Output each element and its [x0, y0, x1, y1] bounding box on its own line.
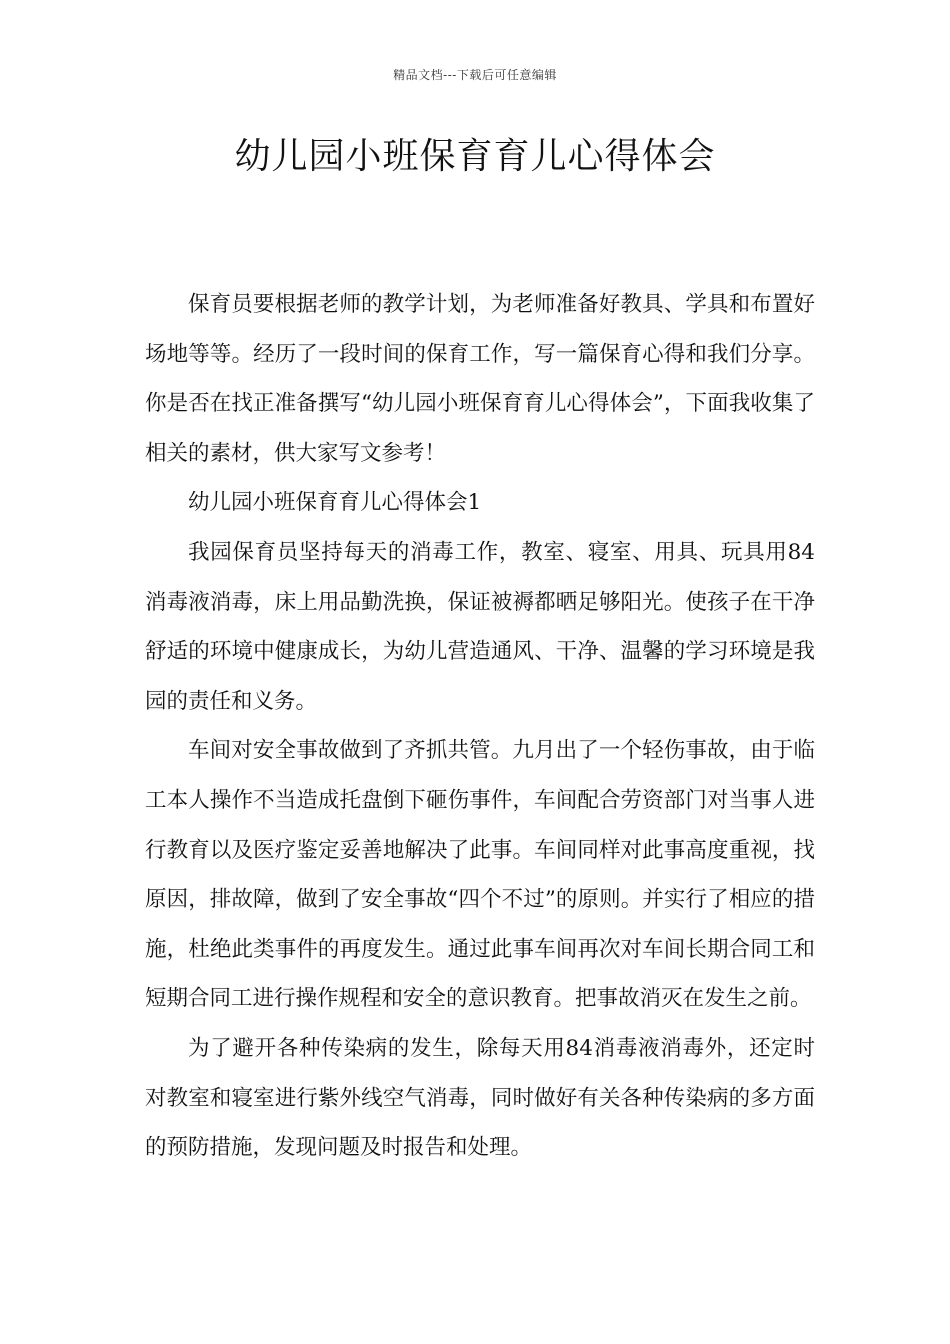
- paragraph-safety: 车间对安全事故做到了齐抓共管。九月出了一个轻伤事故，由于临工本人操作不当造成托盘倒下砸伤事件，车间配合劳资部门对当事人进行教育以及医疗鉴定妥善地解决了此事。车间同样对此事高度重视，找原因，排故障，做到了安全事故“四个不过”的原则。并实行了相应的措施，杜绝此类事件的再度发生。通过此事车间再次对车间长期合同工和短期合同工进行操作规程和安全的意识教育。把事故消灭在发生之前。: [145, 738, 815, 1012]
- document-title: 幼儿园小班保育育儿心得体会: [234, 136, 716, 177]
- document-body: [145, 280, 815, 1173]
- paragraph-intro: 保育员要根据老师的教学计划，为老师准备好教具、学具和布置好场地等等。经历了一段时间的保育工作，写一篇保育心得和我们分享。你是否在找正准备撰写“幼儿园小班保育育儿心得体会”，下面我收集了相关的素材，供大家写文参考！: [145, 292, 815, 466]
- paragraph-disinfection: 我园保育员坚持每天的消毒工作，教室、寝室、用具、玩具用84消毒液消毒，床上用品勤洗换，保证被褥都晒足够阳光。使孩子在干净舒适的环境中健康成长，为幼儿营造通风、干净、温馨的学习环境是我园的责任和义务。: [145, 539, 815, 714]
- paragraph-prevention: 为了避开各种传染病的发生，除每天用84消毒液消毒外，还定时对教室和寝室进行紫外线空气消毒，同时做好有关各种传染病的多方面的预防措施，发现问题及时报告和处理。: [145, 1035, 815, 1161]
- header-note: 精品文档---下载后可任意编辑: [393, 68, 557, 82]
- section-heading: 幼儿园小班保育育儿心得体会1: [188, 490, 482, 516]
